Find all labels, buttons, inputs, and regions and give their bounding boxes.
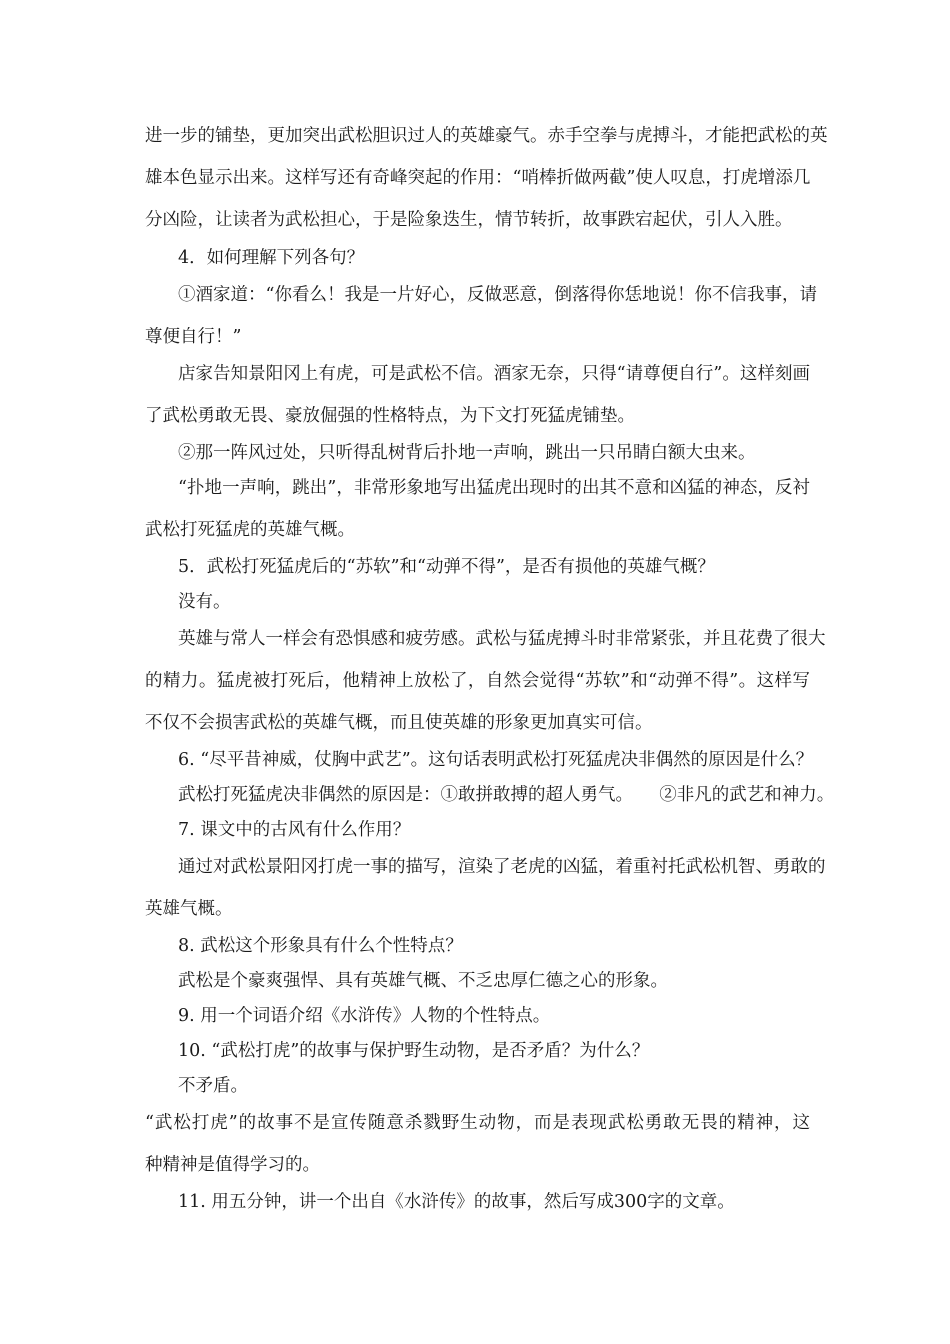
text-line: “扑地一声响，跳出”，非常形象地写出猛虎出现时的出其不意和凶猛的神态，反衬 [178, 478, 810, 498]
text-line: 不仅不会损害武松的英雄气概，而且使英雄的形象更加真实可信。 [145, 713, 653, 733]
text-line: 不矛盾。 [178, 1076, 248, 1096]
text-line: “武松打虎”的故事不是宣传随意杀戮野生动物，而是表现武松勇敢无畏的精神，这 [145, 1113, 810, 1133]
text-line: 武松是个豪爽强悍、具有英雄气概、不乏忠厚仁德之心的形象。 [178, 971, 668, 991]
question-heading: 6. “尽平昔神威，仗胸中武艺”。这句话表明武松打死猛虎决非偶然的原因是什么？ [178, 750, 814, 770]
text-line: 雄本色显示出来。这样写还有奇峰突起的作用：“哨棒折做两截”使人叹息，打虎增添几 [145, 168, 811, 188]
question-heading: 5．武松打死猛虎后的“苏软”和“动弹不得”，是否有损他的英雄气概？ [178, 557, 715, 577]
text-line: 了武松勇敢无畏、豪放倔强的性格特点，为下文打死猛虎铺垫。 [145, 406, 635, 426]
question-heading: 9. 用一个词语介绍《水浒传》人物的个性特点。 [178, 1006, 551, 1026]
question-heading: 11. 用五分钟，讲一个出自《水浒传》的故事，然后写成300字的文章。 [178, 1192, 735, 1212]
question-heading: 8. 武松这个形象具有什么个性特点？ [178, 936, 463, 956]
text-line: 通过对武松景阳冈打虎一事的描写，渲染了老虎的凶猛，着重衬托武松机智、勇敢的 [178, 857, 826, 877]
text-line: 英雄气概。 [145, 899, 233, 919]
text-line: 武松打死猛虎的英雄气概。 [145, 520, 355, 540]
text-line: 尊便自行！” [145, 327, 242, 347]
text-line: ①酒家道：“你看么！我是一片好心，反做恶意，倒落得你恁地说！你不信我事，请 [178, 285, 817, 305]
text-line: 店家告知景阳冈上有虎，可是武松不信。酒家无奈，只得“请尊便自行”。这样刻画 [178, 364, 810, 384]
question-heading: 4．如何理解下列各句？ [178, 248, 365, 268]
question-heading: 10. “武松打虎”的故事与保护野生动物，是否矛盾？为什么？ [178, 1041, 650, 1061]
text-line: 进一步的铺垫，更加突出武松胆识过人的英雄豪气。赤手空拳与虎搏斗，才能把武松的英 [145, 126, 828, 146]
text-line: 种精神是值得学习的。 [145, 1155, 320, 1175]
text-line: 英雄与常人一样会有恐惧感和疲劳感。武松与猛虎搏斗时非常紧张，并且花费了很大 [178, 629, 826, 649]
text-line: 武松打死猛虎决非偶然的原因是：①敢拼敢搏的超人勇气。 ②非凡的武艺和神力。 [178, 785, 835, 805]
question-heading: 7. 课文中的古风有什么作用？ [178, 820, 411, 840]
text-line: 没有。 [178, 592, 231, 612]
text-line: 的精力。猛虎被打死后，他精神上放松了，自然会觉得“苏软”和“动弹不得”。这样写 [145, 671, 810, 691]
text-line: ②那一阵风过处，只听得乱树背后扑地一声响，跳出一只吊睛白额大虫来。 [178, 443, 756, 463]
text-line: 分凶险，让读者为武松担心，于是险象迭生，情节转折，故事跌宕起伏，引人入胜。 [145, 210, 793, 230]
